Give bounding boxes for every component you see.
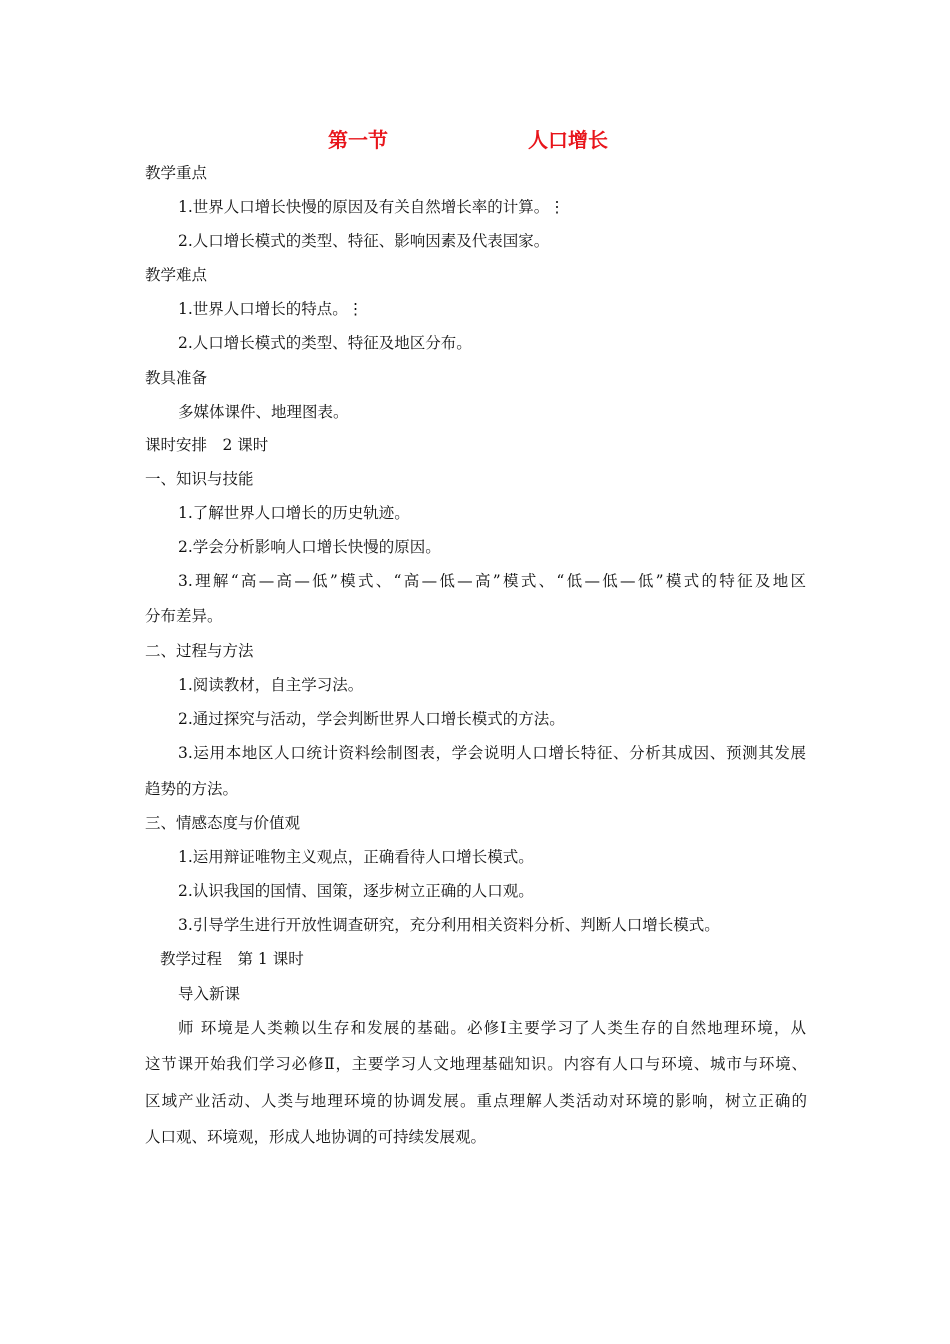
text-line: 1.运用辩证唯物主义观点，正确看待人口增长模式。 xyxy=(178,848,534,866)
heading-schedule: 课时安排 2 课时 xyxy=(145,436,269,454)
heading-teaching-focus: 教学重点 xyxy=(145,164,208,182)
text-line: 区域产业活动、人类与地理环境的协调发展。重点理解人类活动对环境的影响，树立正确的 xyxy=(145,1092,807,1110)
text-line: 多媒体课件、地理图表。 xyxy=(178,403,349,421)
text-line: 2.学会分析影响人口增长快慢的原因。 xyxy=(178,538,441,556)
text-line: 3.理解“高—高—低”模式、“高—低—高”模式、“低—低—低”模式的特征及地区 xyxy=(178,572,806,590)
heading-attitude-values: 三、情感态度与价值观 xyxy=(145,814,301,832)
heading-process-method: 二、过程与方法 xyxy=(145,642,254,660)
title-section-number: 第一节 xyxy=(328,128,388,152)
text-line: 趋势的方法。 xyxy=(145,780,239,798)
text-line: 1.世界人口增长快慢的原因及有关自然增长率的计算。⋮ xyxy=(178,198,565,216)
text-line: 师 环境是人类赖以生存和发展的基础。必修Ⅰ主要学习了人类生存的自然地理环境，从 xyxy=(178,1019,806,1037)
text-line: 2.人口增长模式的类型、特征及地区分布。 xyxy=(178,334,472,352)
text-line: 3.运用本地区人口统计资料绘制图表，学会说明人口增长特征、分析其成因、预测其发展 xyxy=(178,744,806,762)
heading-introduction: 导入新课 xyxy=(178,985,241,1003)
title-topic: 人口增长 xyxy=(528,128,608,152)
text-line: 2.认识我国的国情、国策，逐步树立正确的人口观。 xyxy=(178,882,534,900)
text-line: 人口观、环境观，形成人地协调的可持续发展观。 xyxy=(145,1128,487,1146)
text-line: 1.了解世界人口增长的历史轨迹。 xyxy=(178,504,410,522)
text-line: 3.引导学生进行开放性调查研究，充分利用相关资料分析、判断人口增长模式。 xyxy=(178,916,720,934)
text-line: 2.通过探究与活动，学会判断世界人口增长模式的方法。 xyxy=(178,710,565,728)
heading-knowledge-skills: 一、知识与技能 xyxy=(145,470,254,488)
heading-teaching-process: 教学过程 第 1 课时 xyxy=(160,950,304,968)
text-line: 分布差异。 xyxy=(145,607,223,625)
text-line: 这节课开始我们学习必修Ⅱ，主要学习人文地理基础知识。内容有人口与环境、城市与环境、 xyxy=(145,1055,807,1073)
heading-teaching-difficulty: 教学难点 xyxy=(145,266,208,284)
text-line: 1.世界人口增长的特点。⋮ xyxy=(178,300,364,318)
text-line: 1.阅读教材，自主学习法。 xyxy=(178,676,364,694)
page-title xyxy=(0,122,950,154)
heading-teaching-aids: 教具准备 xyxy=(145,369,208,387)
text-line: 2.人口增长模式的类型、特征、影响因素及代表国家。 xyxy=(178,232,550,250)
